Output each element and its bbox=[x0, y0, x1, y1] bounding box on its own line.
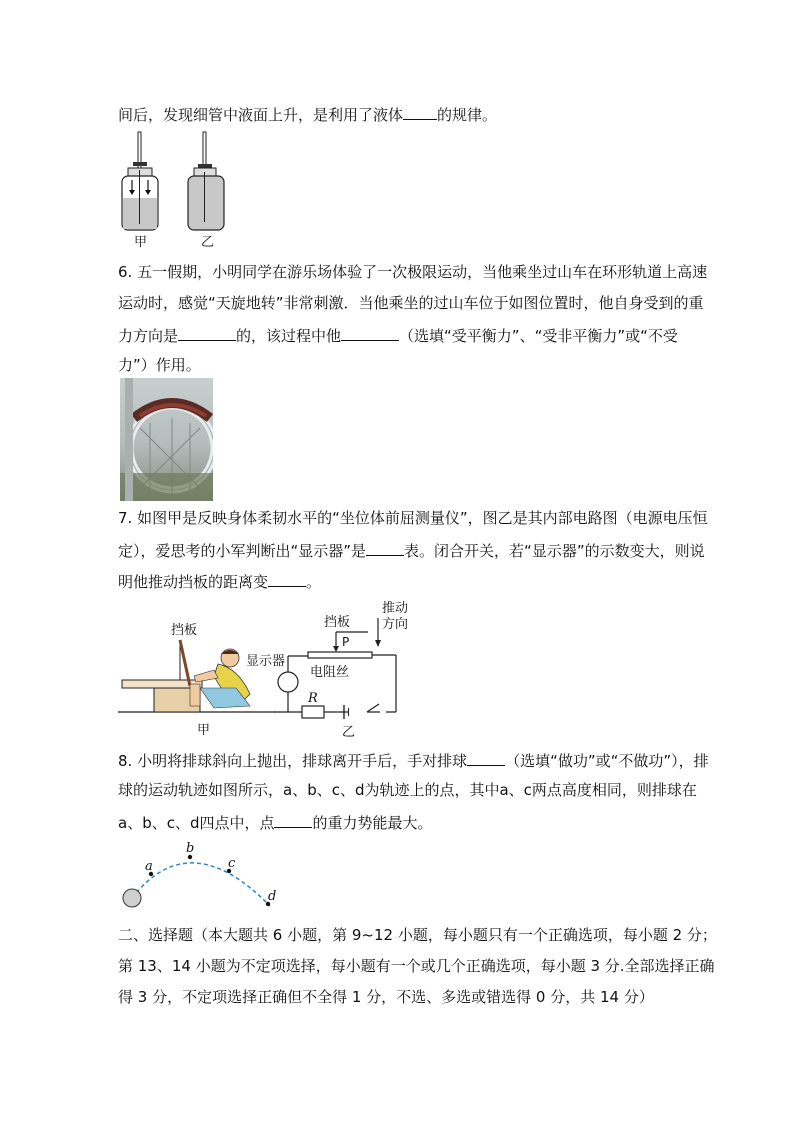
q6-line1: 6. 五一假期，小明同学在游乐场体验了一次极限运动，当他乘坐过山车在环形轨道上高速 bbox=[118, 263, 708, 281]
label-r: R bbox=[308, 691, 318, 706]
answer-blank bbox=[403, 103, 437, 120]
volleyball bbox=[123, 889, 141, 907]
q7-line2: 定），爱思考的小军判断出“显示器”是 表。闭合开关，若“显示器”的示数变大，则说 bbox=[118, 539, 705, 561]
label-resistor-wire: 电阻丝 bbox=[310, 665, 350, 680]
point-c: c bbox=[228, 856, 236, 871]
label-push-2: 方向 bbox=[382, 617, 409, 632]
q6-line3: 力方向是 的，该过程中他 （选填“受平衡力”、“受非平衡力”或“不受 bbox=[118, 324, 678, 346]
label-baffle-jia: 挡板 bbox=[171, 623, 198, 638]
section2-line2: 第 13、14 小题为不定项选择，每小题有一个或几个正确选项，每小题 3 分.全部选择正确 bbox=[118, 957, 715, 975]
person-icon bbox=[190, 649, 250, 708]
q8-line1: 8. 小明将排球斜向上抛出，排球离开手后，手对排球 （选填“做功”或“不做功”），排 bbox=[118, 749, 709, 771]
q6-line4: 力”）作用。 bbox=[118, 356, 201, 374]
answer-blank bbox=[467, 749, 505, 766]
answer-blank bbox=[341, 324, 399, 341]
bottle-figure bbox=[118, 128, 238, 250]
label-jia: 甲 bbox=[197, 723, 211, 738]
q7-line1: 7. 如图甲是反映身体柔韧水平的“坐位体前屈测量仪”，图乙是其内部电路图（电源电压恒 bbox=[118, 509, 708, 527]
label-baffle-yi: 挡板 bbox=[324, 615, 351, 630]
point-d: d bbox=[268, 889, 277, 904]
bottle-jia bbox=[122, 132, 158, 230]
label-yi: 乙 bbox=[342, 725, 356, 740]
answer-blank bbox=[178, 324, 236, 341]
flexibility-tester-figure bbox=[118, 596, 418, 741]
answer-blank bbox=[366, 539, 404, 556]
q7-line3: 明他推动挡板的距离变 。 bbox=[118, 570, 321, 592]
bottle-yi bbox=[188, 132, 224, 230]
label-display: 显示器 bbox=[246, 654, 286, 669]
label-jia: 甲 bbox=[134, 235, 148, 250]
section2-line3: 得 3 分，不定项选择正确但不全得 1 分，不选、多选或错选得 0 分，共 14 分） bbox=[118, 988, 654, 1006]
q6-line2: 运动时，感觉“天旋地转”非常刺激．当他乘坐的过山车位于如图位置时，他自身受到的重 bbox=[118, 294, 704, 312]
roller-coaster-photo bbox=[120, 378, 213, 501]
answer-blank bbox=[268, 570, 306, 587]
section2-line1: 二、选择题（本大题共 6 小题，第 9~12 小题，每小题只有一个正确选项，每小题 2 分； bbox=[118, 926, 717, 944]
q5-line: 间后，发现细管中液面上升，是利用了液体 的规律。 bbox=[118, 103, 497, 125]
q8-line3: a、b、c、d四点中，点 的重力势能最大。 bbox=[118, 811, 433, 833]
point-a: a bbox=[145, 859, 153, 874]
label-p: P bbox=[342, 635, 350, 649]
label-yi: 乙 bbox=[201, 235, 215, 250]
answer-blank bbox=[274, 811, 312, 828]
q8-line2: 球的运动轨迹如图所示，a、b、c、d为轨迹上的点，其中a、c两点高度相同，则排球在 bbox=[118, 781, 697, 799]
volleyball-trajectory-figure bbox=[118, 838, 288, 918]
point-b: b bbox=[186, 841, 195, 856]
label-push-1: 推动 bbox=[382, 601, 409, 616]
